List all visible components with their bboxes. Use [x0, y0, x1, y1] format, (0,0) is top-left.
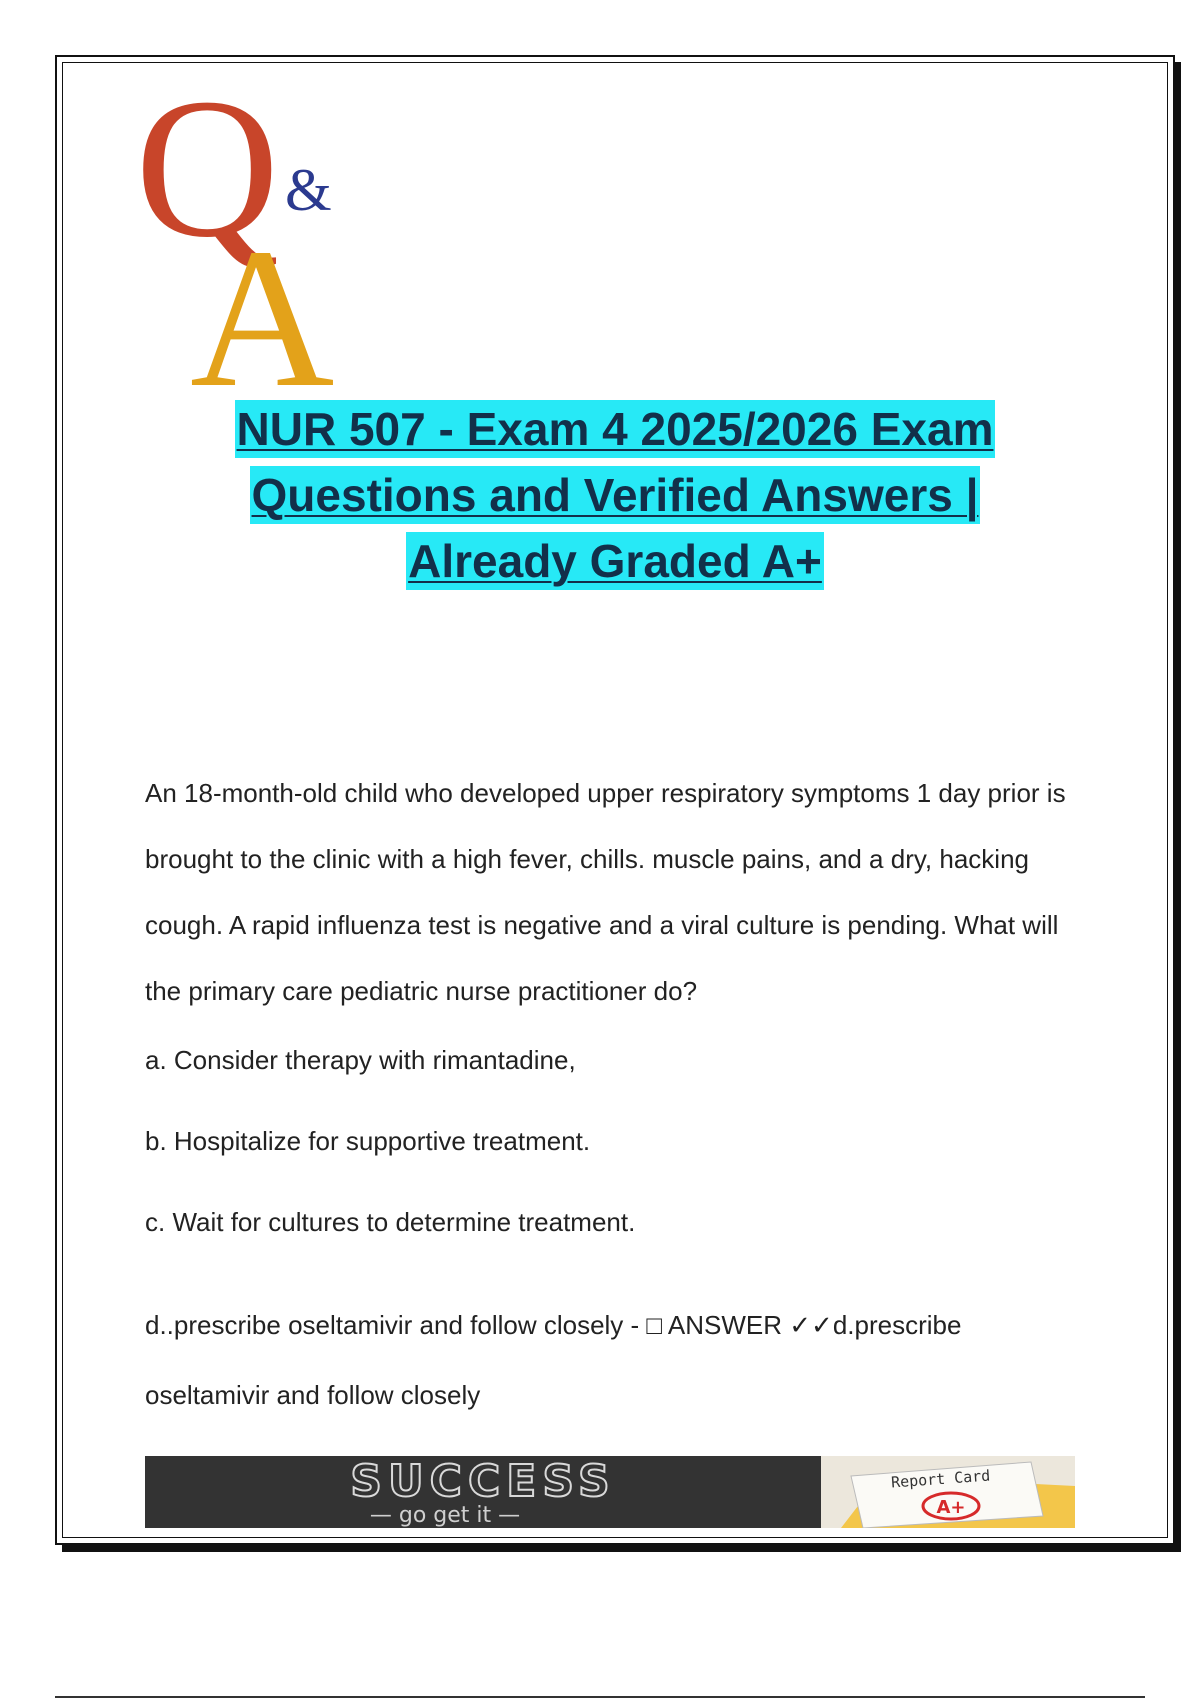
title-line-1: NUR 507 - Exam 4 2025/2026 Exam [235, 400, 996, 458]
option-d-answer: d..prescribe oseltamivir and follow closely - □ ANSWER ✓✓d.prescribe oseltamivir and follow closely [145, 1310, 962, 1410]
logo-ampersand: & [285, 157, 332, 223]
success-banner [145, 1456, 1075, 1528]
footer-rule [55, 1696, 1145, 1698]
chalk-subtext: — go get it — [369, 1503, 521, 1528]
page-shadow-bottom [62, 1545, 1181, 1552]
logo-a-letter: A [190, 208, 335, 395]
report-card-image [821, 1456, 1075, 1528]
chalkboard-image [145, 1456, 821, 1528]
option-b: b. Hospitalize for supportive treatment. [145, 1126, 591, 1156]
qa-logo [135, 65, 395, 395]
title-line-2: Questions and Verified Answers | [250, 466, 981, 524]
question-block [145, 760, 1085, 1410]
report-card-grade: A+ [936, 1497, 966, 1518]
chalk-success-text: SUCCESS [350, 1456, 616, 1507]
option-a: a. Consider therapy with rimantadine, [145, 1045, 576, 1075]
question-text: An 18-month-old child who developed upper respiratory symptoms 1 day prior is brought to the clinic with a high fever, chills. muscle pains, and a dry, hacking cough. A rapid influenza test is negative and a viral culture is pending. What will the primary care pediatric nurse practitioner do? [145, 778, 1066, 1006]
document-title [150, 396, 1080, 594]
title-line-3: Already Graded A+ [406, 532, 824, 590]
option-c: c. Wait for cultures to determine treatment. [145, 1207, 636, 1237]
page-shadow-right [1175, 62, 1181, 1552]
report-card-label: Report Card [890, 1466, 991, 1492]
logo-q-letter: Q [135, 65, 280, 279]
